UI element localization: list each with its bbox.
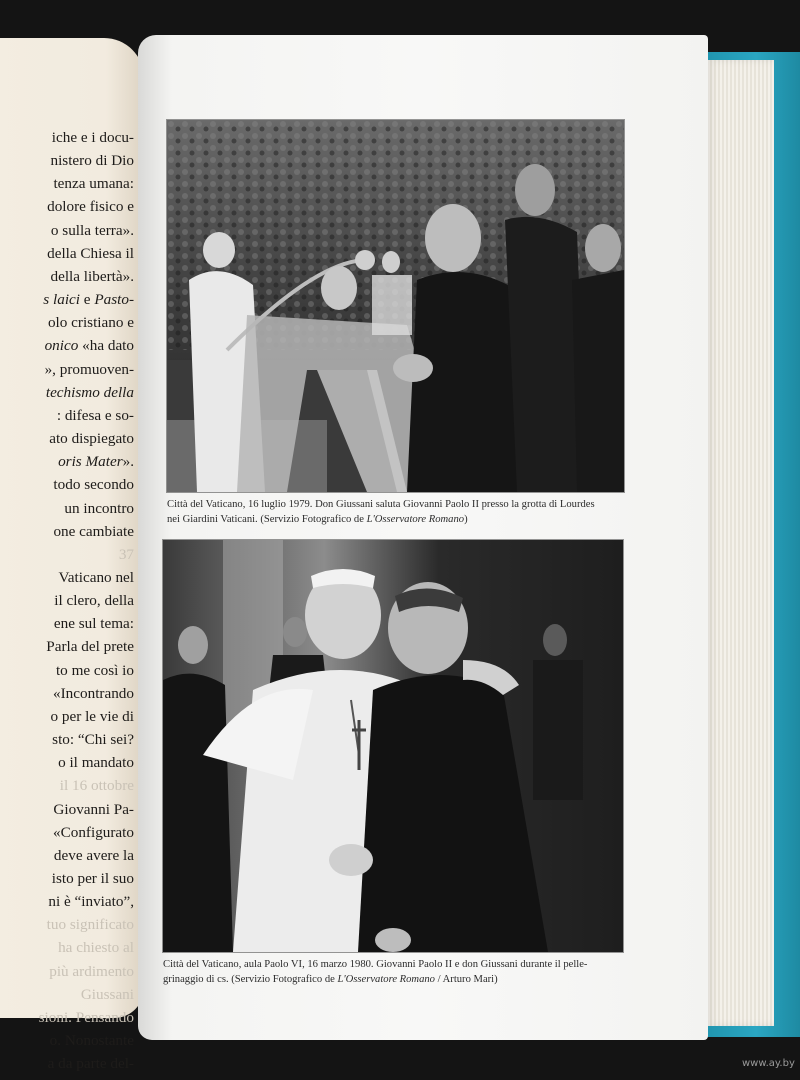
photo-pope-greeting-crowd [167, 120, 624, 492]
text-italic: Pasto- [94, 291, 134, 309]
text-line: della libertà». [50, 267, 134, 285]
text-italic: oris Mater [58, 453, 123, 471]
text-italic: onico [44, 337, 79, 355]
text-line: il 16 ottobre [59, 777, 134, 795]
photo-caption-2 [163, 957, 587, 987]
photo-caption-1 [167, 497, 595, 527]
text-line: ato dispiegato [49, 430, 134, 448]
text-line: one cambiate [53, 522, 134, 540]
text-line: tuo significato [46, 916, 134, 934]
caption-italic: L'Osservatore Romano [337, 974, 435, 985]
caption-line [163, 972, 587, 987]
text-line: o. Nonostante [49, 1032, 134, 1050]
text-line: nistero di Dio [50, 152, 134, 170]
text-line: sioni. Pensando [38, 1008, 134, 1026]
text-line: », promuoven- [44, 360, 134, 378]
text-line: to me così io [55, 661, 134, 679]
text-line: più ardimento [49, 962, 134, 980]
left-page-text [0, 126, 134, 1075]
text-line: della Chiesa il [47, 244, 134, 262]
caption-line: Città del Vaticano, aula Paolo VI, 16 marzo 1980. Giovanni Paolo II e don Giussani durante il pelle- [163, 959, 588, 970]
page-edges [706, 60, 774, 1026]
text-line: ni è “inviato”, [48, 893, 134, 911]
text-line: Parla del prete [46, 638, 134, 656]
text-line: todo secondo [53, 476, 134, 494]
text-line: olo cristiano e [47, 314, 134, 332]
text-line: Vaticano nel [58, 568, 134, 586]
text-line: «Incontrando [53, 684, 134, 702]
text-line: Giovanni Pa- [53, 800, 134, 818]
text-line: iche e i docu- [51, 129, 134, 146]
text-line: il clero, della [54, 592, 134, 610]
text-line: o sulla terra». [50, 221, 134, 239]
text-line: deve avere la [53, 846, 134, 864]
caption-italic: L'Osservatore Romano [366, 514, 465, 525]
text-line: «Configurato [53, 823, 134, 841]
text-line: techismo della [45, 383, 134, 401]
photo-pope-greeting-crowd-image [167, 120, 624, 492]
text-line [0, 450, 134, 473]
text-plain: e [80, 291, 95, 309]
text-line: o il mandato [58, 754, 134, 772]
text-plain: ». [122, 453, 134, 471]
watermark: www.ay.by [742, 1058, 795, 1069]
caption-line [167, 512, 595, 527]
text-line: ene sul tema: [53, 615, 134, 633]
text-italic: s laici [43, 291, 80, 309]
caption-text: ) [464, 514, 468, 525]
caption-line: Città del Vaticano, 16 luglio 1979. Don Giussani saluta Giovanni Paolo II presso la grotta di Lourdes [167, 499, 595, 510]
photo-pope-embrace-image [163, 540, 623, 952]
text-line [0, 288, 134, 311]
text-line: o per le vie di [50, 707, 134, 725]
caption-text: grinaggio di cs. (Servizio Fotografico de [163, 974, 338, 985]
text-line: dolore fisico e [47, 198, 134, 216]
text-line: sto: “Chi sei? [52, 731, 134, 749]
text-line: Giussani [80, 985, 134, 1003]
text-line: ha chiesto al [58, 939, 134, 957]
caption-text: / Arturo Mari) [434, 974, 498, 985]
text-plain: «ha dato [78, 337, 134, 355]
text-line: un incontro [64, 499, 134, 517]
text-line: tenza umana: [53, 175, 134, 193]
photo-pope-embrace [163, 540, 623, 952]
text-line: : difesa e so- [56, 406, 134, 424]
text-line: isto per il suo [51, 870, 134, 887]
text-line [0, 334, 134, 357]
text-line: a da parte del- [47, 1055, 134, 1073]
footnote-mark: 37 [118, 545, 134, 563]
caption-text: nei Giardini Vaticani. (Servizio Fotografico de [167, 514, 367, 525]
left-page [0, 38, 144, 1073]
